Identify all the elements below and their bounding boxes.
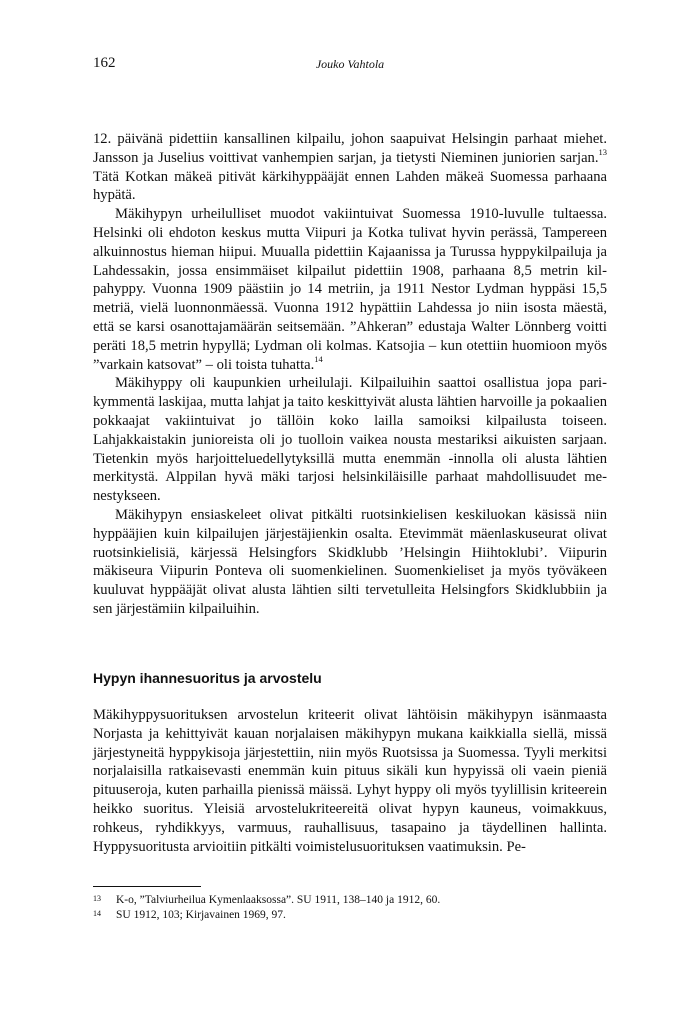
paragraph: Mäkihyppy oli kaupunkien urheilulaji. Kilpailuihin saattoi osallistua jopa parikymmentä laskijaa, mutta lahjat ja taito keskittyivät alusta lähtien harvoille ja pokaalien pokkaajat vakiintuivat jo tällöin koko lailla samoiksi kilpailusta toiseen. Lahjakkaistakin junioreista oli jo tuolloin vaikea nousta mestariksi aikuisten sarjaan. Tietenkin myös harjoitteluedellytyksillä mutta enemmän -innolla oli alusta lähtien merkitystä. Alppilan hyvä mäki tarjosi helsinkiläisille parhaat mahdollisuudet menestykseen. — [93, 375, 607, 505]
paragraph — [93, 130, 607, 205]
page-number: 162 — [93, 55, 116, 71]
paragraph — [93, 205, 607, 374]
paragraph: Mäkihypyn ensiaskeleet olivat pitkälti ruotsinkielisen keskiluokan käsissä niin hyppääjien kuin kilpailujen järjestäjienkin osalta. Etevimmät mäenlaskuseurat olivat ruotsinkielisiä, kärjessä Helsingfors Skidklubb ’Helsingin Hiihtoklubi’. Viipurin mäkiseura Viipurin Ponteva oli suomenkielinen. Suomenkieliset ja myös työväkeen kuuluvat hyppääjät olivat alusta lähtien silti tervetulleita Helsingfors Skidklubbiin ja sen järjestämiin kilpailuihin. — [93, 506, 607, 617]
footnote-divider — [93, 886, 201, 887]
footnote-number: 14 — [93, 909, 101, 918]
footnote-ref-13[interactable]: 13 — [598, 146, 607, 157]
body-text-section-2 — [93, 706, 607, 856]
paragraph-text: Mäkihypyn urheilulliset muodot vakiintuivat Suomessa 1910-luvulle tultaessa. Helsinki oli ehdoton keskus mutta Viipuri ja Kotka tulivat hyvin perässä, Tampereen alkuinnostus hieman hiipui. Muualla pidettiin Kajaanissa ja Turussa hyppykilpailuja ja Lahdessakin, jossa ensimmäiset kilpailut pidettiin 1908, parhaana 8,5 metrin kilpahyppy. Vuonna 1909 päästiin jo 14 metriin, ja 1911 Nestor Lydman hyppäsi 15,5 metriä, vielä luonnonmäessä. Vuonna 1912 hypättiin Lahdessa jo niin isosta mäestä, että se karsi osanottajamäärän seitsemään. ”Ahkeran” edustaja Walter Lönnberg voitti peräti 18,5 metrin hypyllä; Lydman oli kolmas. Katsojia – kun otettiin huomioon myös ”varkain katsovat” – oli toista tuhatta. — [93, 206, 607, 373]
paragraph-text: 12. päivänä pidettiin kansallinen kilpailu, johon saapuivat Helsingin parhaat miehet. Jansson ja Juselius voittivat vanhempien sarjan, ja tietysti Nieminen juniorien sarjan. — [93, 131, 607, 166]
body-text-section-1 — [93, 130, 607, 619]
paragraph-text: Tätä Kotkan mäkeä pitivät kärkihyppääjät ennen Lahden mäkeä Suomessa parhaana hypätä. — [93, 168, 607, 204]
footnote-13 — [93, 893, 440, 907]
footnote-14 — [93, 908, 286, 922]
footnote-number: 13 — [93, 894, 101, 903]
footnote-text: K-o, ”Talviurheilua Kymenlaaksossa”. SU 1911, 138–140 ja 1912, 60. — [116, 894, 441, 906]
section-heading: Hypyn ihannesuoritus ja arvostelu — [93, 670, 322, 686]
footnote-text: SU 1912, 103; Kirjavainen 1969, 97. — [116, 909, 286, 921]
paragraph: Mäkihyppysuorituksen arvostelun kriteerit olivat lähtöisin mäkihypyn isänmaasta Norjasta ja kehittyivät kauan norjalaisen mäkihypyn mukana kaikkialla siellä, missä järjestyneitä hyppykisoja järjestettiin, niin myös Ruotsissa ja Suomessa. Tyyli merkitsi norjalaisilla ratkaisevasti enemmän kuin pituus sikäli kun hypyissä oli vaein pieniä pituuseroja, kuten parhailla pienissä mäissä. Lyhyt hyppy oli myös tyylillisin kriteerein heikko suoritus. Yleisiä arvostelukriteereitä olivat hypyn kauneus, voimakkuus, rohkeus, ryhdikkyys, varmuus, rauhallisuus, tasapaino ja täydellinen hallinta. Hyppysuoritusta arvioitiin pitkälti voimistelusuorituksen vaatimuksin. Pe- — [93, 707, 607, 855]
running-header-author: Jouko Vahtola — [315, 57, 385, 71]
footnote-ref-14[interactable]: 14 — [314, 353, 323, 364]
